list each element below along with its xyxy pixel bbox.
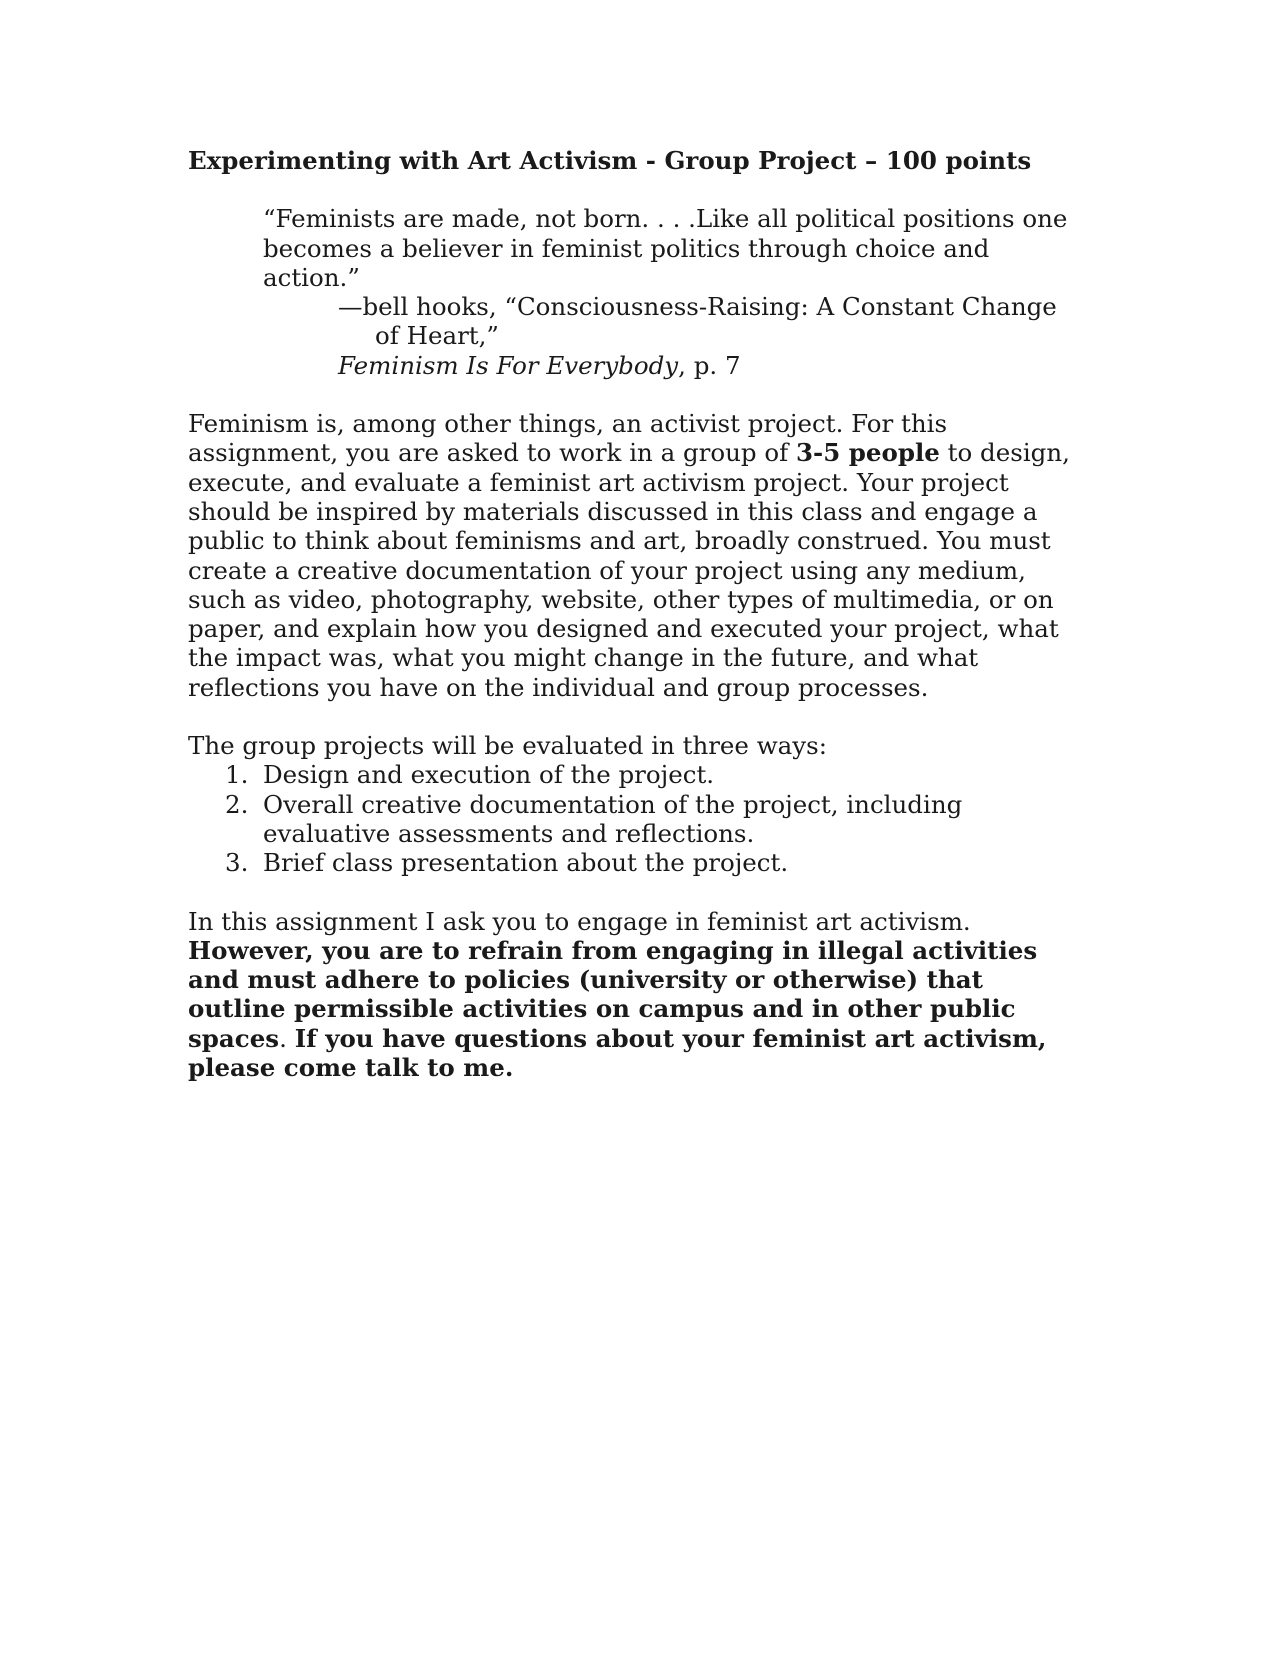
list-item — [188, 790, 1023, 849]
evaluation-list — [188, 760, 1088, 877]
group-size: 3-5 people — [796, 438, 940, 468]
list-item-number: 3. — [225, 848, 249, 878]
list-item — [188, 848, 1023, 877]
evaluation-intro: The group projects will be evaluated in three ways: — [188, 731, 827, 761]
evaluation-section — [188, 731, 1088, 877]
document-page — [188, 146, 1088, 1082]
policy-intro: In this assignment I ask you to engage in feminist art activism. — [188, 906, 971, 936]
attribution-source — [338, 351, 1078, 380]
attribution-author: —bell hooks, “Consciousness-Raising: A Constant Change of Heart,” — [338, 292, 1057, 351]
page-title: Experimenting with Art Activism - Group Project – 100 points — [188, 146, 1032, 175]
policy-period: . — [279, 1023, 287, 1053]
assignment-text-end: to design, execute, and evaluate a feminist art activism project. Your project should be inspired by materials discussed in this class and engage a public to think about feminisms and art, broadly construed. You must create a creative documentation of your project using any medium, such as video, photography, website, other types of multimedia, or on paper, and explain how you designed and executed your project, what the impact was, what you might change in the future, and what reflections you have on the individual and group processes. — [188, 438, 1070, 702]
assignment-description — [188, 409, 1078, 702]
list-item — [188, 760, 1023, 789]
list-item-text: Overall creative documentation of the project, including evaluative assessments and reflections. — [263, 789, 963, 848]
list-item-text: Design and execution of the project. — [263, 760, 715, 790]
list-item-number: 1. — [225, 760, 249, 790]
epigraph-quote: “Feminists are made, not born. . . .Like all political positions one becomes a believer in feminist politics through choice and action.” — [263, 204, 1068, 292]
source-page: , p. 7 — [678, 350, 741, 380]
policy-contact: If you have questions about your feminist art activism, please come talk to me. — [188, 1023, 1047, 1083]
source-book-title: Feminism Is For Everybody — [338, 350, 679, 380]
list-item-text: Brief class presentation about the project. — [263, 848, 789, 878]
assignment-text-start: Feminism is, among other things, an activist project. For this assignment, you are asked to work in a group of — [188, 409, 948, 468]
policy-paragraph — [188, 907, 1078, 1083]
epigraph-attribution — [338, 292, 1078, 380]
list-item-number: 2. — [225, 789, 249, 819]
policy-warning: However, you are to refrain from engaging in illegal activities and must adhere to policies (university or otherwise) that outline permissible activities on campus and in other public spaces — [188, 935, 1038, 1053]
